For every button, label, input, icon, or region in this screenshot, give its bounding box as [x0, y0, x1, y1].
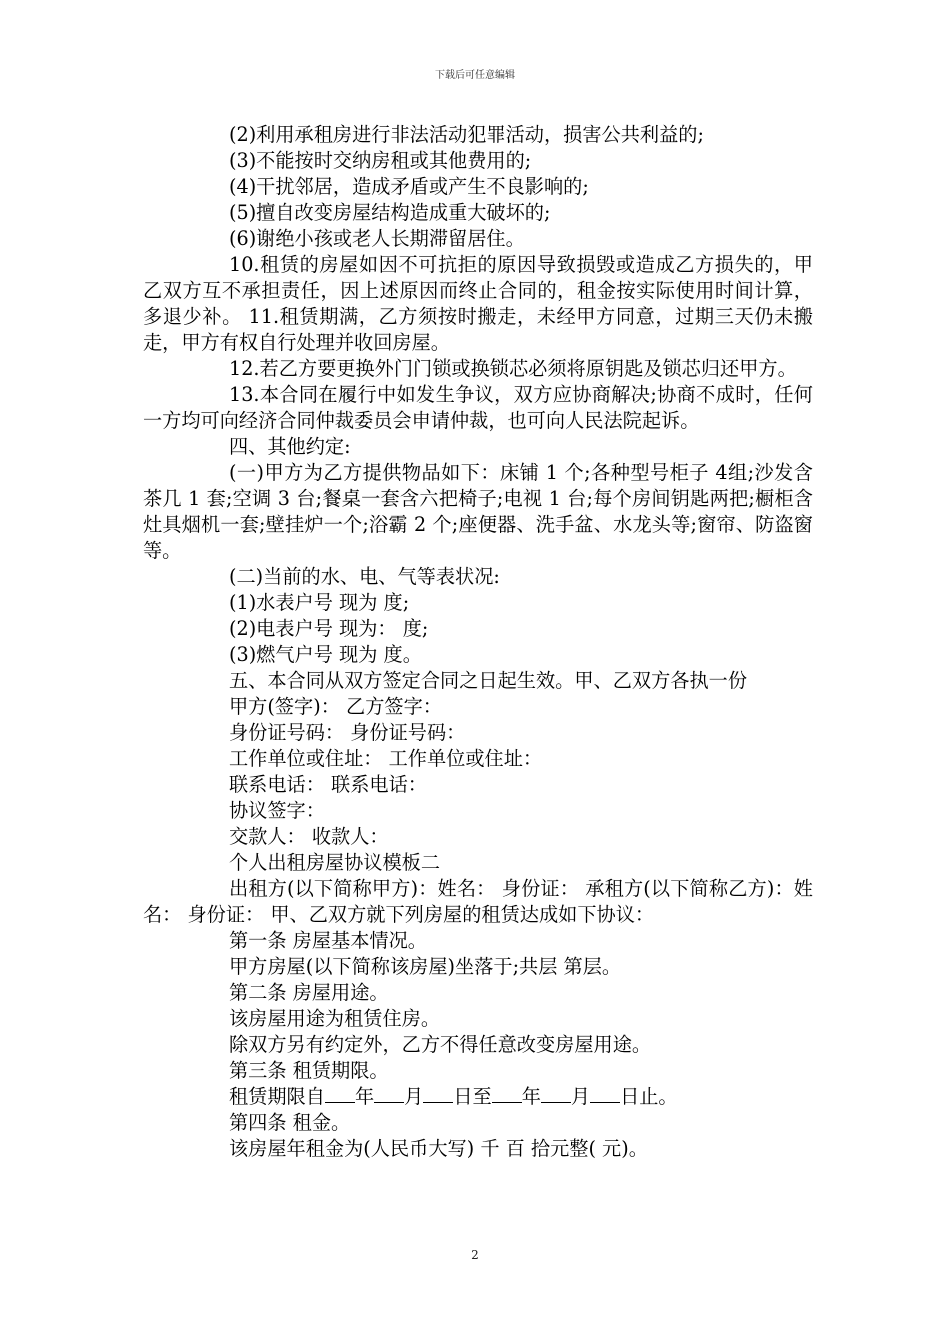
article-heading: 第一条 房屋基本情况。	[229, 929, 427, 952]
signature-line: 甲方(签字)： 乙方签字：	[229, 695, 442, 718]
paragraph: 甲方房屋(以下简称该房屋)坐落于;共层 第层。	[229, 955, 622, 978]
paragraph: 10.租赁的房屋如因不可抗拒的原因导致损毁或造成乙方损失的，甲乙双方互不承担责任，因上述原因而终止合同的，租金按实际使用时间计算，多退少补。 11.租赁期满，乙方须按时搬走，未经甲方同意，过期三天仍未搬走，甲方有权自行处理并收回房屋。	[143, 253, 813, 354]
blank-underline	[374, 1084, 404, 1103]
article-heading: 第三条 租赁期限。	[229, 1059, 389, 1082]
page-header: 下载后可任意编辑	[435, 70, 515, 81]
blank-underline	[423, 1084, 453, 1103]
article-heading: 第二条 房屋用途。	[229, 981, 389, 1004]
paragraph: (4)干扰邻居，造成矛盾或产生不良影响的;	[229, 175, 589, 198]
blank-underline	[325, 1084, 355, 1103]
paragraph: 出租方(以下简称甲方)：姓名： 身份证： 承租方(以下简称乙方)：姓名： 身份证： 甲、乙双方就下列房屋的租赁达成如下协议：	[143, 877, 813, 926]
lease-term-prefix: 租赁期限自	[229, 1085, 325, 1108]
paragraph: 该房屋年租金为(人民币大写) 千 百 拾元整( 元)。	[229, 1137, 648, 1160]
lease-term-month2: 月	[570, 1085, 591, 1108]
paragraph: (6)谢绝小孩或老人长期滞留居住。	[229, 227, 525, 250]
paragraph: (3)燃气户号 现为 度。	[229, 643, 422, 666]
paragraph: 12.若乙方要更换外门门锁或换锁芯必须将原钥匙及锁芯归还甲方。	[229, 357, 797, 380]
lease-term-year1: 年	[354, 1085, 375, 1108]
signature-line: 工作单位或住址： 工作单位或住址：	[229, 747, 543, 770]
paragraph: (一)甲方为乙方提供物品如下：床铺 1 个;各种型号柜子 4组;沙发含茶几 1 套;空调 3 台;餐桌一套含六把椅子;电视 1 台;每个房间钥匙两把;橱柜含灶具烟机一套;壁挂炉一个;浴霸 2 个;座便器、洗手盆、水龙头等;窗帘、防盗窗等。	[143, 461, 813, 562]
lease-term-month1: 月	[404, 1085, 424, 1108]
lease-term-day2: 日止。	[620, 1085, 678, 1108]
lease-term-day1: 日至	[453, 1085, 492, 1108]
blank-underline	[590, 1084, 620, 1103]
signature-line: 身份证号码： 身份证号码：	[229, 721, 466, 744]
paragraph: 该房屋用途为租赁住房。	[229, 1007, 441, 1030]
paragraph: 13.本合同在履行中如发生争议，双方应协商解决;协商不成时，任何一方均可向经济合同仲裁委员会申请仲裁，也可向人民法院起诉。	[143, 383, 813, 432]
page-number: 2	[471, 1248, 479, 1262]
paragraph: (2)电表户号 现为： 度;	[229, 617, 429, 640]
lease-term-line	[143, 1084, 813, 1110]
signature-line: 联系电话： 联系电话：	[229, 773, 427, 796]
article-heading: 第四条 租金。	[229, 1111, 351, 1134]
blank-underline	[541, 1084, 571, 1103]
signature-line: 协议签字：	[229, 799, 325, 822]
paragraph: 五、本合同从双方签定合同之日起生效。甲、乙双方各执一份	[229, 669, 748, 692]
document-title: 个人出租房屋协议模板二	[229, 851, 441, 874]
signature-line: 交款人： 收款人：	[229, 825, 389, 848]
paragraph: (二)当前的水、电、气等表状况:	[229, 565, 500, 588]
blank-underline	[492, 1084, 522, 1103]
paragraph: (5)擅自改变房屋结构造成重大破坏的;	[229, 201, 551, 224]
paragraph: (1)水表户号 现为 度;	[229, 591, 410, 614]
document-body	[143, 122, 813, 1162]
paragraph: (3)不能按时交纳房租或其他费用的;	[229, 149, 532, 172]
paragraph: (2)利用承租房进行非法活动犯罪活动，损害公共利益的;	[229, 123, 704, 146]
paragraph: 除双方另有约定外，乙方不得任意改变房屋用途。	[229, 1033, 652, 1056]
section-heading: 四、其他约定:	[229, 435, 351, 458]
lease-term-year2: 年	[521, 1085, 541, 1108]
